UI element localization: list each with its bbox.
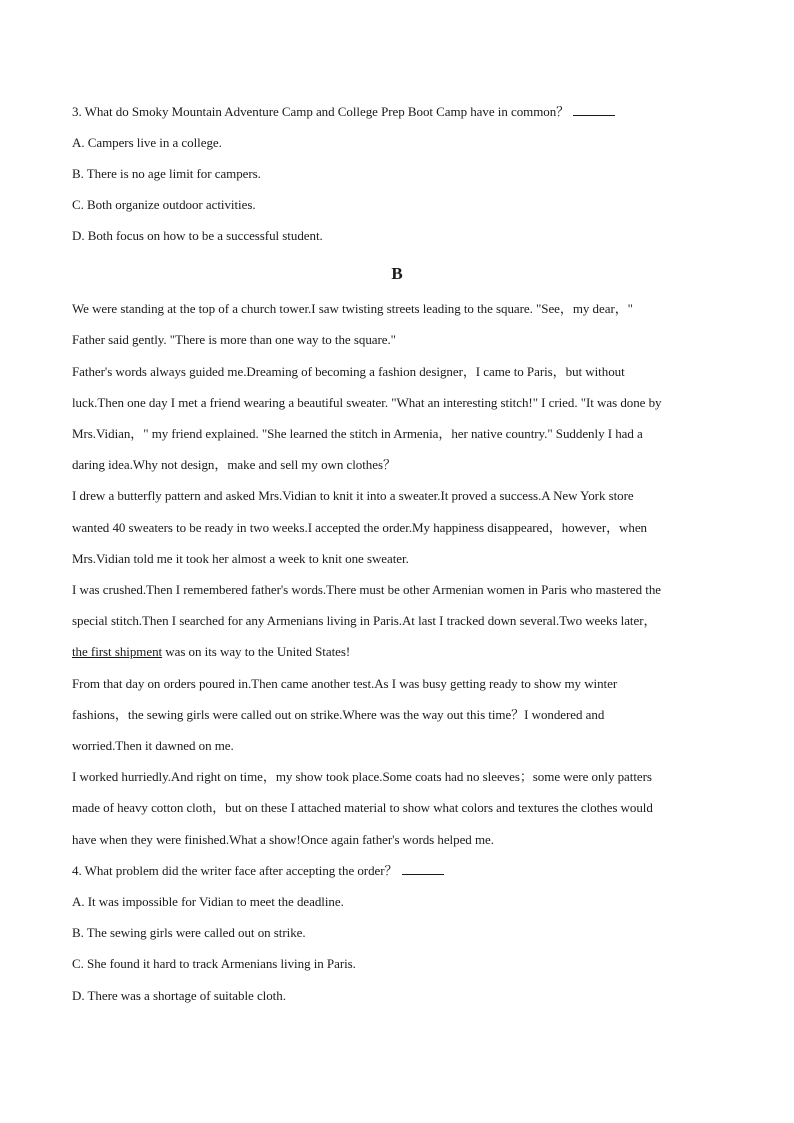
q3-option-a: A. Campers live in a college. <box>72 135 222 150</box>
passage-line: fashions，the sewing girls were called out on strike.Where was the way out this time？I wondered and <box>72 707 605 722</box>
passage-line: We were standing at the top of a church tower.I saw twisting streets leading to the square. "See，my dear，" <box>72 301 633 316</box>
q4-option-d: D. There was a shortage of suitable cloth. <box>72 988 286 1003</box>
passage-line: I drew a butterfly pattern and asked Mrs.Vidian to knit it into a sweater.It proved a success.A New York store <box>72 488 634 503</box>
passage-line: Father said gently. "There is more than one way to the square." <box>72 332 396 347</box>
passage-line: Mrs.Vidian told me it took her almost a week to knit one sweater. <box>72 551 409 566</box>
underlined-phrase: the first shipment <box>72 644 163 659</box>
answer-blank[interactable] <box>573 104 615 116</box>
passage-line-rest: was on its way to the United States! <box>162 644 351 659</box>
question-3-text: 3. What do Smoky Mountain Adventure Camp and College Prep Boot Camp have in common？ <box>72 104 570 119</box>
passage-line <box>72 644 350 660</box>
question-4-text: 4. What problem did the writer face after accepting the order？ <box>72 863 398 878</box>
q3-option-c: C. Both organize outdoor activities. <box>72 197 256 212</box>
q4-option-c: C. She found it hard to track Armenians living in Paris. <box>72 956 356 971</box>
passage-line: Father's words always guided me.Dreaming of becoming a fashion designer，I came to Paris，but without <box>72 364 625 379</box>
q4-option-b: B. The sewing girls were called out on strike. <box>72 925 306 940</box>
passage-line: I worked hurriedly.And right on time，my show took place.Some coats had no sleeves；some were only patters <box>72 769 652 784</box>
question-3 <box>72 104 615 120</box>
passage-line: luck.Then one day I met a friend wearing a beautiful sweater. "What an interesting stitch!" I cried. "It was done by <box>72 395 662 410</box>
passage-line: wanted 40 sweaters to be ready in two weeks.I accepted the order.My happiness disappeared，however，when <box>72 520 648 535</box>
passage-line: I was crushed.Then I remembered father's words.There must be other Armenian women in Paris who mastered the <box>72 582 662 597</box>
answer-blank[interactable] <box>402 863 444 875</box>
passage-line: made of heavy cotton cloth，but on these I attached material to show what colors and textures the clothes would <box>72 800 653 815</box>
q4-option-a: A. It was impossible for Vidian to meet the deadline. <box>72 894 344 909</box>
passage-line: special stitch.Then I searched for any Armenians living in Paris.At last I tracked down several.Two weeks later， <box>72 613 657 628</box>
question-4 <box>72 863 444 879</box>
q3-option-b: B. There is no age limit for campers. <box>72 166 261 181</box>
passage-line: worried.Then it dawned on me. <box>72 738 234 753</box>
q3-option-d: D. Both focus on how to be a successful student. <box>72 228 323 243</box>
passage-line: From that day on orders poured in.Then came another test.As I was busy getting ready to show my winter <box>72 676 618 691</box>
section-title: B <box>391 264 403 283</box>
passage-line: have when they were finished.What a show!Once again father's words helped me. <box>72 832 494 847</box>
passage-line: daring idea.Why not design，make and sell my own clothes？ <box>72 457 396 472</box>
passage-line: Mrs.Vidian，" my friend explained. "She learned the stitch in Armenia，her native country." Suddenly I had a <box>72 426 643 441</box>
